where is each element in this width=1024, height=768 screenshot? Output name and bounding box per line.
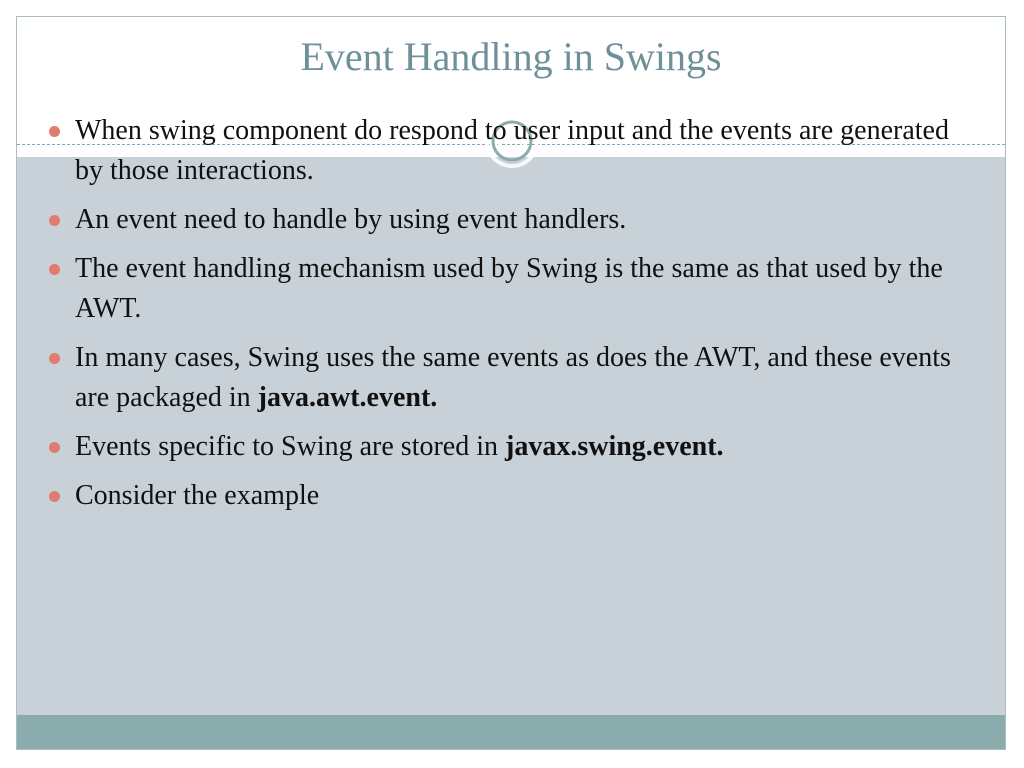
bullet-item bbox=[17, 249, 957, 329]
bullet-marker-icon bbox=[49, 491, 60, 502]
bullet-item bbox=[17, 111, 957, 191]
footer-band bbox=[17, 715, 1005, 749]
bullet-text: When swing component do respond to user input and the events are generated by those interactions. bbox=[75, 115, 949, 186]
bullet-marker-icon bbox=[49, 353, 60, 364]
slide bbox=[16, 16, 1006, 750]
bullet-item bbox=[17, 200, 957, 240]
bullet-text: Consider the example bbox=[75, 480, 320, 511]
bullet-text: Events specific to Swing are stored in bbox=[75, 431, 506, 462]
bullet-text: An event need to handle by using event handlers. bbox=[75, 204, 627, 235]
bullet-marker-icon bbox=[49, 264, 60, 275]
bullet-item bbox=[17, 476, 957, 516]
bullet-marker-icon bbox=[49, 442, 60, 453]
bullet-text: The event handling mechanism used by Swing is the same as that used by the AWT. bbox=[75, 253, 943, 324]
bullet-item bbox=[17, 427, 957, 467]
bullet-text: In many cases, Swing uses the same events as does the AWT, and these events are packaged in bbox=[75, 342, 951, 413]
bullet-bold-text: javax.swing.event. bbox=[505, 431, 724, 462]
bullet-list bbox=[17, 111, 957, 525]
bullet-bold-text: java.awt.event. bbox=[257, 382, 438, 413]
bullet-item bbox=[17, 338, 957, 418]
slide-title: Event Handling in Swings bbox=[300, 34, 722, 79]
bullet-marker-icon bbox=[49, 215, 60, 226]
bullet-marker-icon bbox=[49, 126, 60, 137]
